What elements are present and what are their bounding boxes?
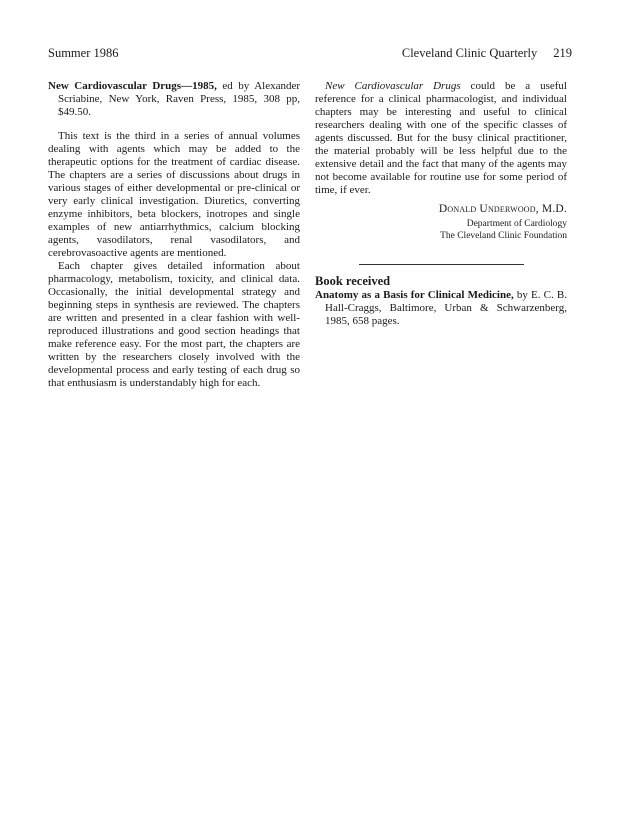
right-column (315, 80, 567, 328)
review-paragraph-2: Each chapter gives detailed information about pharmacology, metabolism, toxicity, and clinical data. Occasionally, the initial developmental strategy and beginning steps in synthesis are reviewed. The chapters are written and presented in a clear fashion with well-reproduced illustrations and good section headings that make reference easy. For the most part, the chapters are written by the researchers closely involved with the developmental process and early testing of each drug so that enthusiasm is understandably high for each. (48, 260, 300, 389)
review-book-details: ed by Alexander Scriabine, New York, Raven Press, 1985, 308 pp, $49.50. (58, 80, 300, 118)
review-citation (48, 80, 300, 119)
book-received-heading: Book received (315, 274, 391, 288)
left-column (48, 80, 300, 390)
review-paragraph-3-text: could be a useful reference for a clinical pharmacologist, and individual chapters may be interesting and useful to clinical researchers dealing with one of the specific classes of agents discussed. But for the busy clinical practitioner, the material probably will be less helpful due to the extensive detail and the fact that many of the agents may not become available for routine use for some period of time, if ever. (315, 80, 567, 196)
reviewer-department: Department of Cardiology (466, 219, 567, 229)
book-received-entry (315, 289, 567, 328)
received-book-title: Anatomy as a Basis for Clinical Medicine, (315, 289, 514, 301)
reviewer-institution: The Cleveland Clinic Foundation (440, 230, 567, 241)
journal-name: Cleveland Clinic Quarterly (401, 46, 538, 60)
review-italic-title: New Cardiovascular Drugs (325, 80, 461, 92)
page-number: 219 (553, 46, 572, 60)
review-paragraph-3 (315, 80, 567, 197)
journal-info (402, 46, 572, 61)
review-book-title: New Cardiovascular Drugs—1985, (48, 80, 217, 92)
running-header (48, 46, 572, 61)
issue-season: Summer 1986 (48, 46, 119, 60)
review-paragraph-1: This text is the third in a series of annual volumes dealing with agents which may be added to the therapeutic options for the treatment of cardiac disease. The chapters are a series of discussions about drugs in various stages of either developmental or pre-clinical or very early clinical investigation. Diuretics, converting enzyme inhibitors, beta blockers, inotropes and single examples of new antiarrhythmics, calcium blocking agents, vasodilators, renal vasodilators, and cerebrovasoactive agents are mentioned. (48, 130, 300, 259)
section-divider (359, 264, 524, 265)
reviewer-name: Donald Underwood, M.D. (438, 203, 567, 215)
received-book-details: by E. C. B. Hall-Craggs, Baltimore, Urban & Schwarzenberg, 1985, 658 pages. (325, 289, 567, 327)
